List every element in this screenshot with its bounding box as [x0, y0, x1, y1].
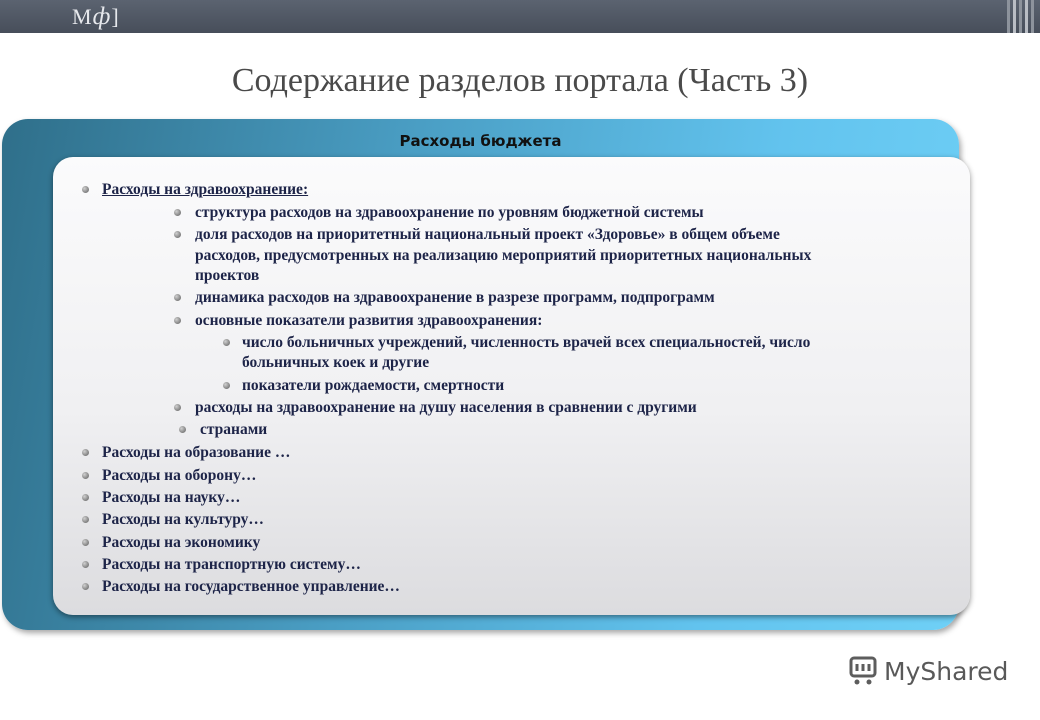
list-item-sub: основные показатели развития здравоохранения: — [195, 311, 542, 331]
bullet-icon — [82, 472, 89, 479]
list-item-sub: структура расходов на здравоохранение по уровням бюджетной системы — [195, 203, 704, 223]
bullet-icon — [174, 317, 181, 324]
bullet-icon — [82, 539, 89, 546]
logo-phi: ф — [92, 3, 112, 30]
bullet-icon — [174, 209, 181, 216]
cart-icon — [848, 656, 878, 686]
bullet-icon — [82, 449, 89, 456]
list-item-sub: доля расходов на приоритетный национальный проект «Здоровье» в общем объеме — [195, 225, 780, 245]
list-item-sub2: показатели рождаемости, смертности — [242, 376, 504, 396]
logo-letter: M — [72, 4, 93, 29]
bullet-icon — [82, 583, 89, 590]
top-bar — [0, 0, 1040, 33]
watermark — [848, 656, 1008, 686]
list-item-sub2: число больничных учреждений, численность врачей всех специальностей, число — [242, 333, 810, 353]
watermark-text: MyShared — [884, 656, 1009, 686]
list-item-sub: расходы на здравоохранение на душу населения в сравнении с другими — [195, 398, 697, 418]
list-item-culture: Расходы на культуру… — [102, 510, 264, 530]
list-item-sub-cont: проектов — [195, 267, 260, 284]
list-item-defense: Расходы на оборону… — [102, 466, 256, 486]
list-item-sub-cont: расходов, предусмотренных на реализацию мероприятий приоритетных национальных — [195, 247, 812, 264]
list-item-sub: динамика расходов на здравоохранение в разрезе программ, подпрограмм — [195, 288, 715, 308]
bullet-icon — [174, 231, 181, 238]
bullet-icon — [82, 516, 89, 523]
list-item-transport: Расходы на транспортную систему… — [102, 555, 361, 575]
slide-title: Содержание разделов портала (Часть 3) — [231, 62, 809, 99]
bullet-icon — [223, 339, 230, 346]
bullet-icon — [82, 494, 89, 501]
list-item-education: Расходы на образование … — [102, 443, 290, 463]
list-item-sub: странами — [200, 420, 267, 440]
list-item-economy: Расходы на экономику — [102, 533, 260, 553]
logo — [72, 3, 120, 31]
panel-heading: Расходы бюджета — [399, 132, 562, 150]
bullet-icon — [174, 404, 181, 411]
decorative-stripes — [1006, 0, 1034, 33]
bullet-icon — [174, 294, 181, 301]
bullet-icon — [179, 426, 186, 433]
bullet-icon — [223, 382, 230, 389]
logo-bracket: ] — [111, 4, 120, 29]
bullet-icon — [82, 186, 89, 193]
list-item-health: Расходы на здравоохранение: — [102, 180, 308, 200]
bullet-icon — [82, 561, 89, 568]
list-item-government: Расходы на государственное управление… — [102, 577, 400, 597]
list-item-sub2-cont: больничных коек и другие — [242, 354, 430, 371]
list-item-science: Расходы на науку… — [102, 488, 240, 508]
